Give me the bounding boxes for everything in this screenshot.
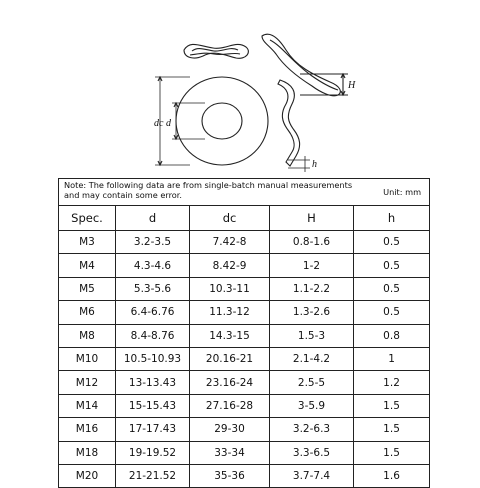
table-row — [59, 277, 430, 300]
cell-spec: M12 — [59, 371, 116, 394]
cell-dc: 10.3-11 — [190, 277, 270, 300]
cell-spec: M4 — [59, 254, 116, 277]
cell-dc: 23.16-24 — [190, 371, 270, 394]
cell-d: 4.3-4.6 — [116, 254, 190, 277]
cell-d: 5.3-5.6 — [116, 277, 190, 300]
cell-H: 1.1-2.2 — [270, 277, 354, 300]
cell-dc: 29-30 — [190, 418, 270, 441]
unit-label: Unit: mm — [383, 187, 422, 197]
cell-H: 3.7-7.4 — [270, 464, 354, 487]
cell-dc: 27.16-28 — [190, 394, 270, 417]
cell-dc: 20.16-21 — [190, 347, 270, 370]
header-row — [59, 206, 430, 231]
cell-h: 0.5 — [354, 231, 430, 254]
cell-h: 0.5 — [354, 254, 430, 277]
table-row — [59, 394, 430, 417]
table-row — [59, 371, 430, 394]
cell-d: 13-13.43 — [116, 371, 190, 394]
cell-d: 6.4-6.76 — [116, 301, 190, 324]
cell-spec: M8 — [59, 324, 116, 347]
cell-spec: M20 — [59, 464, 116, 487]
cell-H: 1-2 — [270, 254, 354, 277]
dimension-label-dc: dc — [154, 118, 164, 129]
header-H: H — [270, 206, 354, 231]
header-spec: Spec. — [59, 206, 116, 231]
cell-d: 17-17.43 — [116, 418, 190, 441]
table-row — [59, 301, 430, 324]
table-row — [59, 441, 430, 464]
cell-dc: 14.3-15 — [190, 324, 270, 347]
dimension-label-d: d — [166, 118, 171, 129]
cell-spec: M3 — [59, 231, 116, 254]
cell-H: 3.2-6.3 — [270, 418, 354, 441]
cell-spec: M6 — [59, 301, 116, 324]
cell-dc: 33-34 — [190, 441, 270, 464]
cell-d: 3.2-3.5 — [116, 231, 190, 254]
washer-front-view — [155, 77, 268, 165]
cell-spec: M14 — [59, 394, 116, 417]
cell-d: 8.4-8.76 — [116, 324, 190, 347]
cell-h: 1.5 — [354, 441, 430, 464]
cell-H: 2.5-5 — [270, 371, 354, 394]
cell-h: 1.6 — [354, 464, 430, 487]
header-d: d — [116, 206, 190, 231]
cell-dc: 11.3-12 — [190, 301, 270, 324]
cell-h: 0.5 — [354, 301, 430, 324]
cell-H: 0.8-1.6 — [270, 231, 354, 254]
cell-H: 1.5-3 — [270, 324, 354, 347]
cell-d: 10.5-10.93 — [116, 347, 190, 370]
cell-h: 0.8 — [354, 324, 430, 347]
cell-h: 0.5 — [354, 277, 430, 300]
dimension-label-H: H — [348, 80, 356, 91]
note-cell — [59, 179, 430, 206]
cell-h: 1.2 — [354, 371, 430, 394]
washer-profile-wave — [262, 34, 348, 96]
washer-isometric-view — [184, 44, 248, 58]
washer-technical-drawing — [0, 0, 480, 178]
note-row — [59, 179, 430, 206]
cell-d: 21-21.52 — [116, 464, 190, 487]
table-row — [59, 324, 430, 347]
cell-h: 1.5 — [354, 418, 430, 441]
header-dc: dc — [190, 206, 270, 231]
specification-table — [58, 178, 430, 488]
measurement-note: Note: The following data are from single-batch manual measurements and may contain some error. — [64, 180, 353, 200]
table-row — [59, 418, 430, 441]
cell-H: 1.3-2.6 — [270, 301, 354, 324]
cell-spec: M18 — [59, 441, 116, 464]
table-row — [59, 231, 430, 254]
cell-h: 1 — [354, 347, 430, 370]
cell-H: 3-5.9 — [270, 394, 354, 417]
cell-spec: M5 — [59, 277, 116, 300]
table-row — [59, 347, 430, 370]
washer-side-section — [278, 80, 310, 172]
cell-H: 3.3-6.5 — [270, 441, 354, 464]
cell-spec: M16 — [59, 418, 116, 441]
dimension-label-h: h — [312, 159, 317, 170]
table-row — [59, 464, 430, 487]
header-h: h — [354, 206, 430, 231]
cell-dc: 7.42-8 — [190, 231, 270, 254]
cell-dc: 8.42-9 — [190, 254, 270, 277]
cell-H: 2.1-4.2 — [270, 347, 354, 370]
cell-d: 19-19.52 — [116, 441, 190, 464]
cell-d: 15-15.43 — [116, 394, 190, 417]
cell-spec: M10 — [59, 347, 116, 370]
table-row — [59, 254, 430, 277]
cell-dc: 35-36 — [190, 464, 270, 487]
cell-h: 1.5 — [354, 394, 430, 417]
